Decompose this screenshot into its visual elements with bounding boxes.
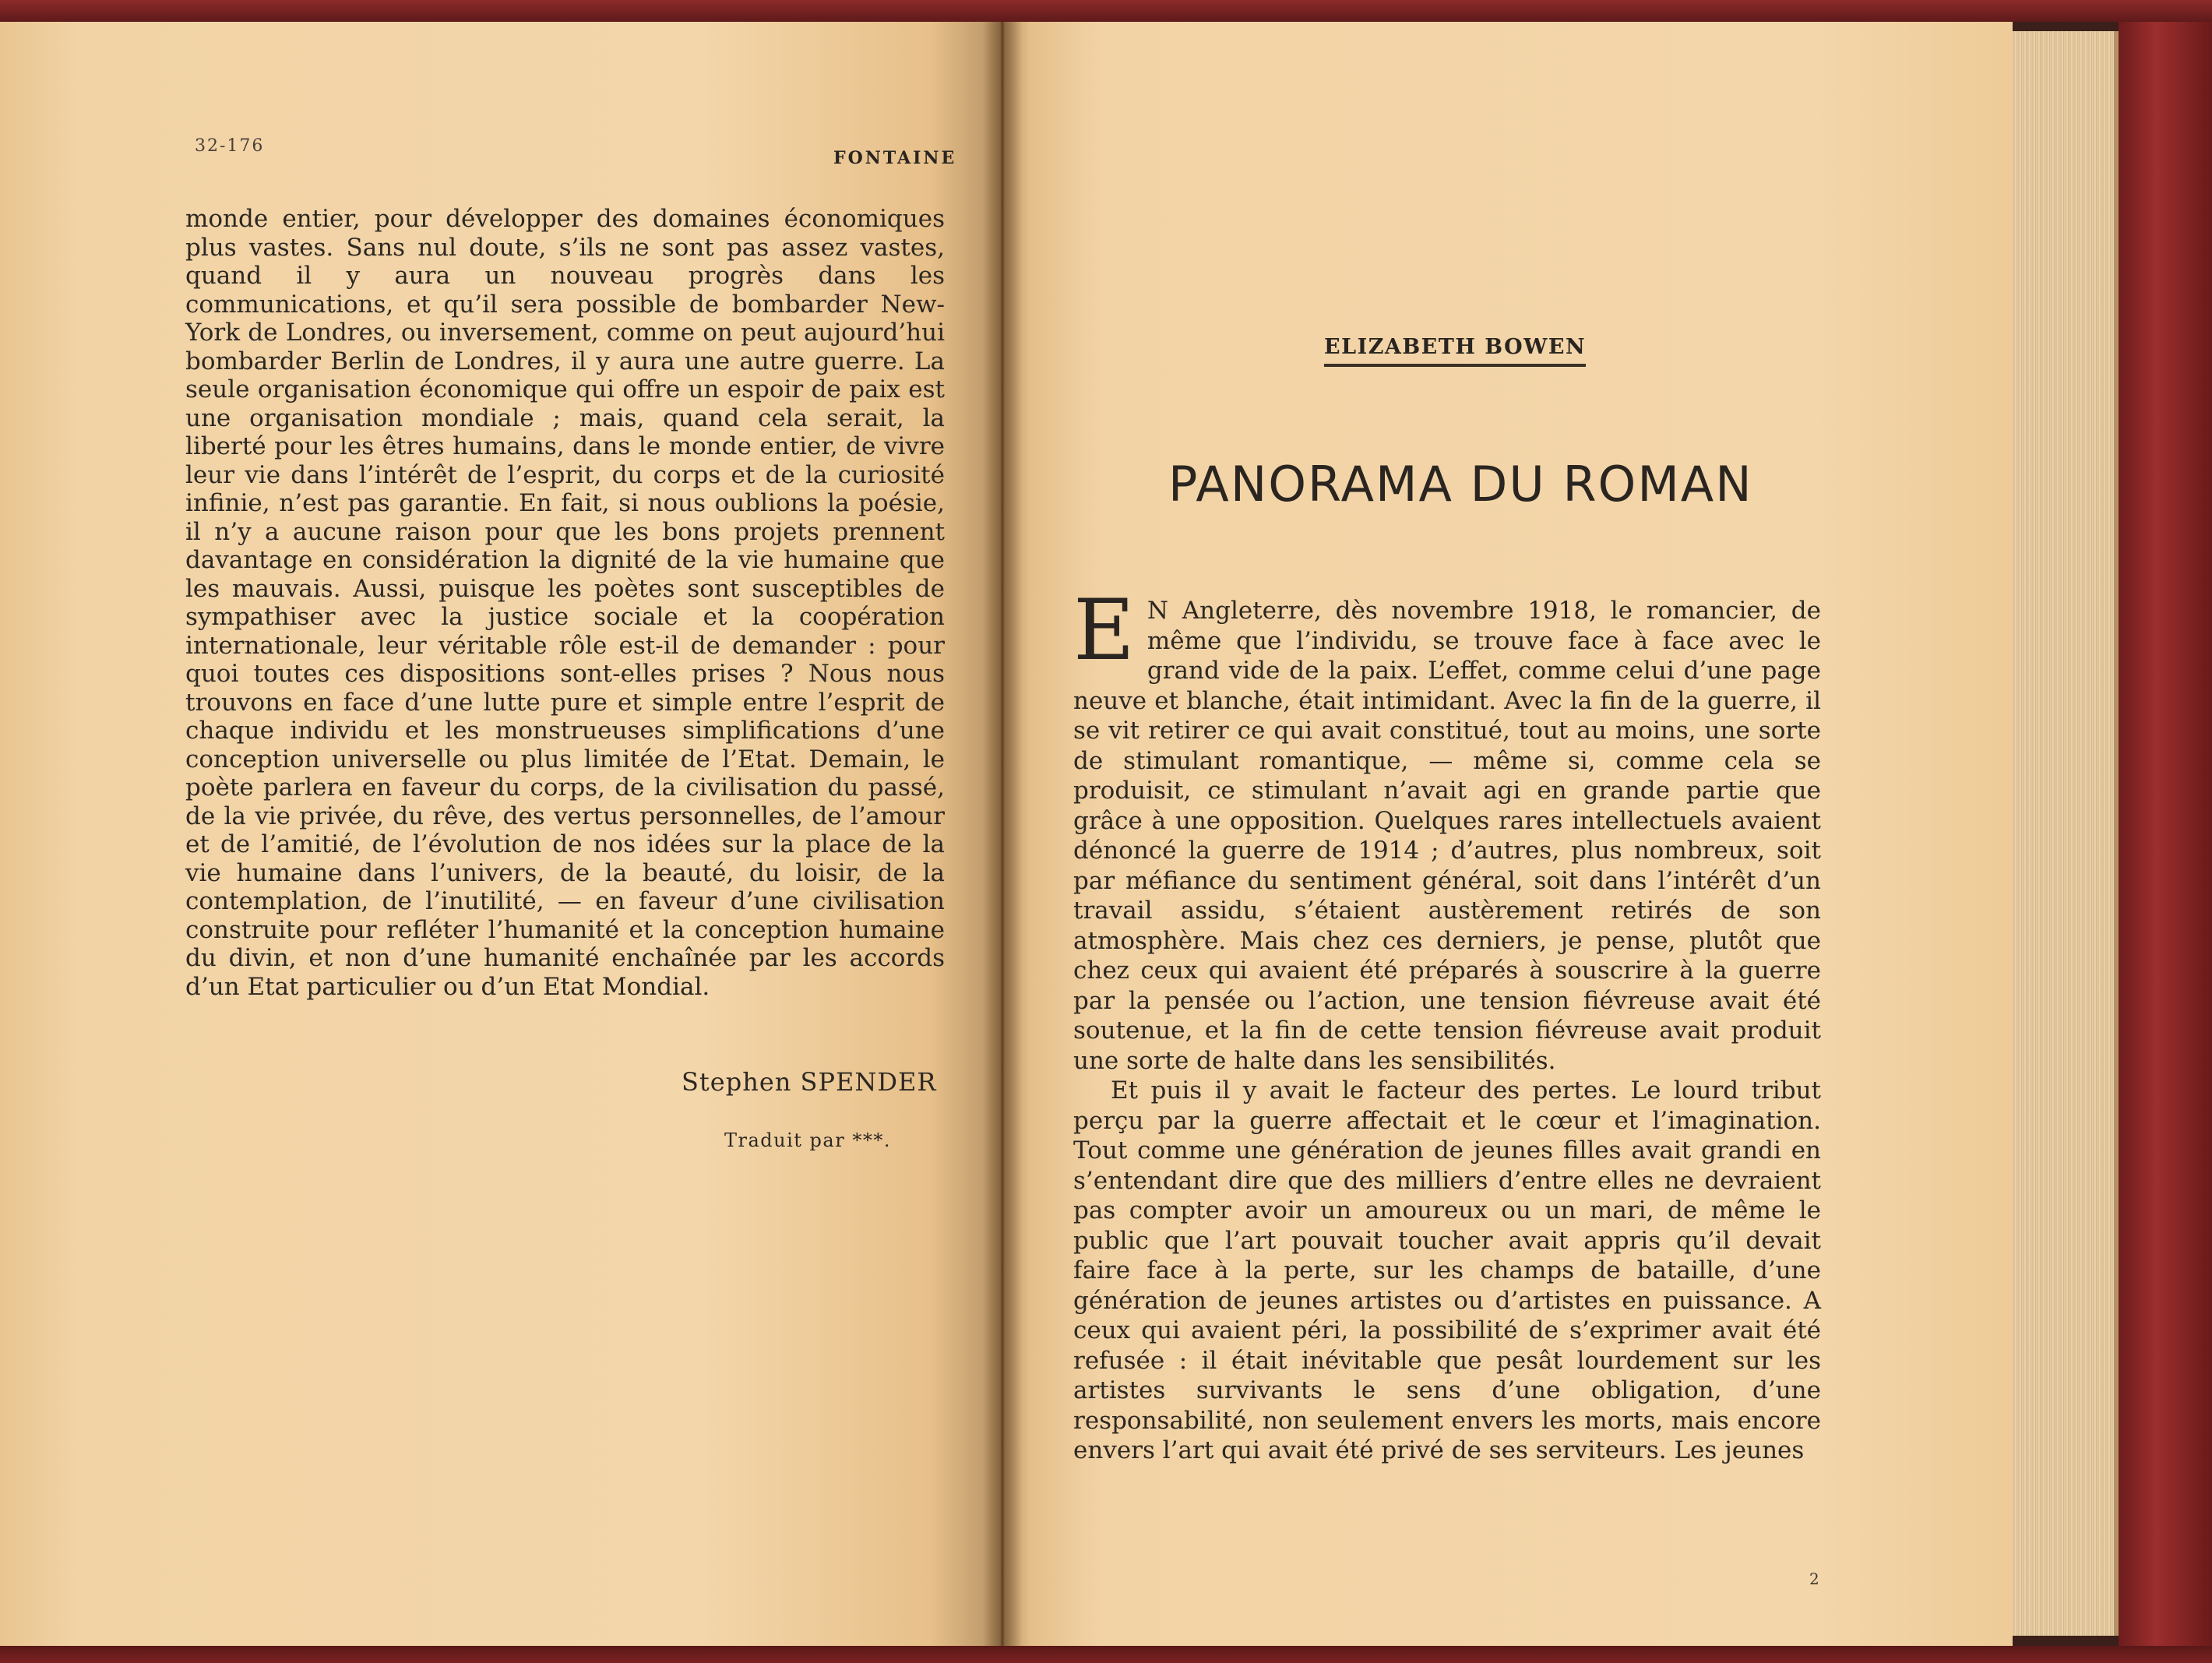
book-cover-right-edge (2119, 22, 2212, 1646)
page-stack-edge (2013, 31, 2119, 1636)
paragraph-1-text: N Angleterre, dès novembre 1918, le romancier, de même que l’individu, se trouve face à face avec le grand vide de la paix. L’effet, comme celui d’une page neuve et blanche, était intimidant. Avec la fin de la guerre, il se vit retirer ce qui avait constitué, tout au moins, une sorte de stimulant romantique, — même si, comme cela se produisit, ce stimulant n’avait agi en grande partie que grâce à une opposition. Quelques rares intellectuels avaient dénoncé la guerre de 1914 ; d’autres, plus nombreux, soit par méfiance du sentiment général, soit dans l’intérêt d’un travail assidu, s’étaient austèrement retirés de son atmosphère. Mais chez ces derniers, je pense, plutôt que chez ceux qui avaient été préparés à souscrire à la guerre par la pensée ou l’action, une tension fiévreuse avait été soutenue, et la fin de cette tension fiévreuse avait produit une sorte de halte dans les sensibilités. (1073, 597, 1821, 1075)
article-author: ELIZABETH BOWEN (1324, 335, 1586, 367)
running-title: FONTAINE (833, 148, 957, 168)
book-cover-bottom-edge (0, 1646, 2212, 1663)
paragraph-2: Et puis il y avait le facteur des pertes. Le lourd tribut perçu par la guerre affectait et le cœur et l’imagination. Tout comme une génération de jeunes filles avait grandi en s’entendant dire que des milliers d’entre elles ne devraient pas compter avoir un amoureux ou un mari, de même le public que l’art pouvait toucher avait appris qu’il devait faire face à la perte, sur les champs de bataille, d’une génération de jeunes artistes ou d’artistes en puissance. A ceux qui avaient péri, la possibilité de s’exprimer avait été refusée : il était inévitable que pesât lourdement sur les artistes survivants le sens d’une obligation, d’une responsabilité, non seulement envers les morts, mais encore envers l’art qui avait été privé de ses serviteurs. Les jeunes (1073, 1076, 1821, 1464)
left-body-text: monde entier, pour développer des domaines économiques plus vastes. Sans nul doute, s’ils ne sont pas assez vastes, quand il y aura un nouveau progrès dans les communications, et qu’il sera possible de bombarder New-York de Londres, ou inversement, comme on peut aujourd’hui bombarder Berlin de Londres, il y aura une autre guerre. La seule organisation économique qui offre un espoir de paix est une organisation mondiale ; mais, quand cela serait, la liberté pour les êtres humains, dans le monde entier, de vivre leur vie dans l’intérêt de l’esprit, du corps et de la curiosité infinie, n’est pas garantie. En fait, si nous oublions la poésie, il n’y a aucune raison pour que les bons projets prennent davantage en considération la dignité de la vie humaine que les mauvais. Aussi, puisque les poètes sont susceptibles de sympathiser avec la justice sociale et la coopération internationale, leur véritable rôle est-il de demander : pour quoi toutes ces dispositions sont-elles prises ? Nous nous trouvons en face d’une lutte pure et simple entre l’esprit de chaque individu et les monstrueuses simplifications d’une conception universelle ou plus limitée de l’Etat. Demain, le poète parlera en faveur du corps, de la civilisation du passé, de la vie privée, du rêve, des vertus personnelles, de l’amour et de l’amitié, de l’évolution de nos idées sur la place de la vie humaine dans l’univers, de la beauté, du loisir, de la contemplation, de l’inutilité, — en faveur d’une civilisation construite pour refléter l’humanité et la conception humaine du divin, et non d’une humanité enchaînée par les accords d’un Etat particulier ou d’un Etat Mondial. (185, 205, 945, 1001)
drop-cap: E (1073, 582, 1135, 679)
page-number: 2 (1809, 1570, 1819, 1588)
author-signature: Stephen SPENDER (682, 1067, 937, 1097)
page-folio: 32-176 (195, 136, 265, 156)
right-body-text (1073, 582, 1821, 1466)
book-gutter (983, 22, 1022, 1646)
book-cover-top-edge (0, 0, 2212, 22)
article-title: PANORAMA DU ROMAN (1168, 456, 1753, 513)
translator-credit: Traduit par ***. (724, 1129, 891, 1151)
paragraph-1 (1073, 582, 1821, 1076)
